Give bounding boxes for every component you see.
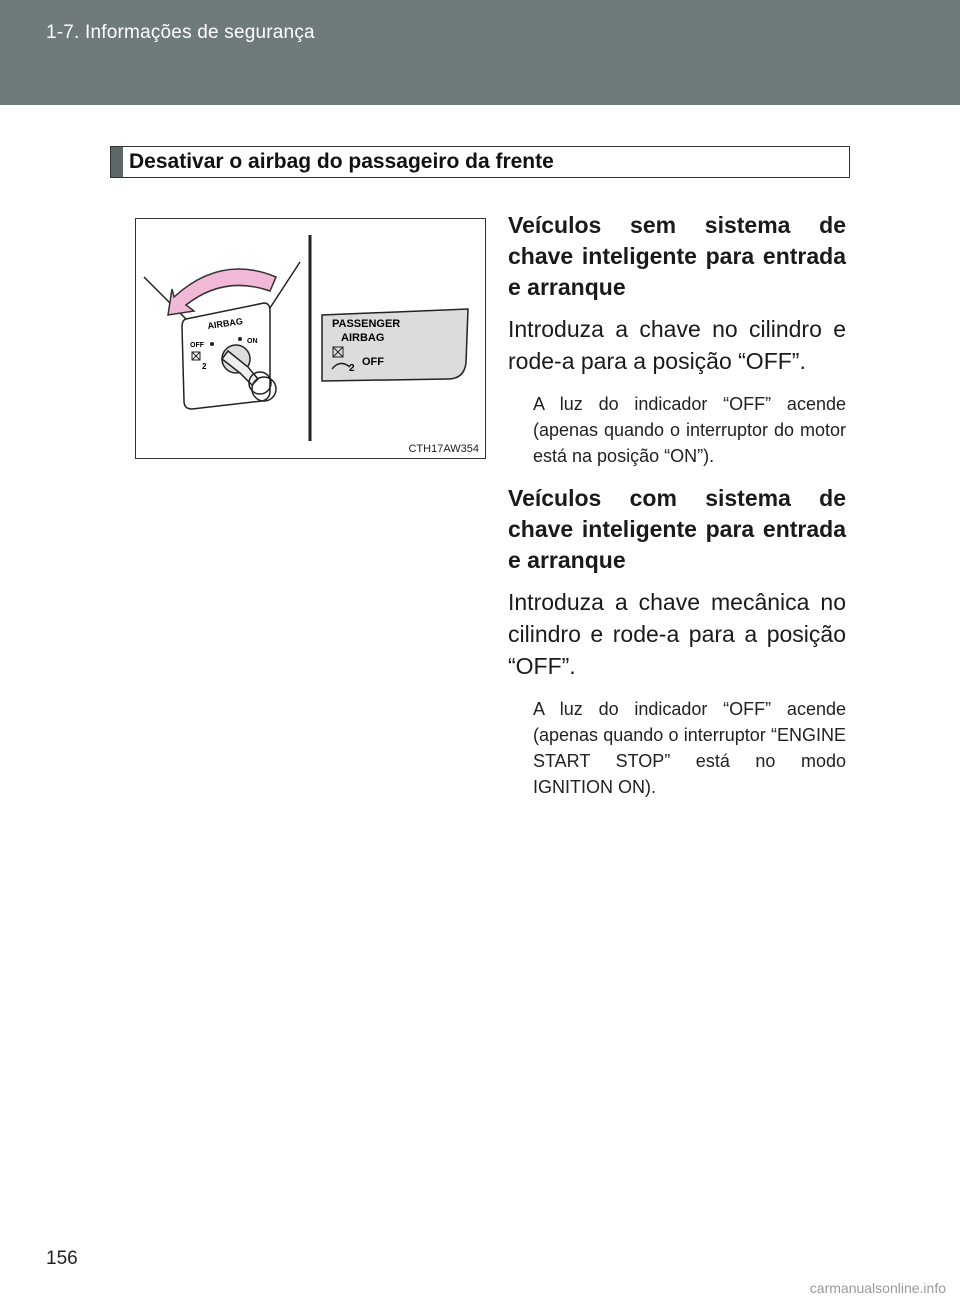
indicator-passenger-label: PASSENGER xyxy=(332,318,401,330)
note-no-smart-key: A luz do indicador “OFF” acende (apenas quando o interruptor do motor está na posição “ON”). xyxy=(533,394,846,466)
airbag-switch-illustration xyxy=(136,219,487,460)
switch-seat-number: 2 xyxy=(202,362,207,371)
figure-code: CTH17AW354 xyxy=(408,443,479,455)
page-header xyxy=(0,0,960,105)
switch-on-label: ON xyxy=(247,338,258,345)
heading-smart-key: Veículos com sistema de chave inteligente para entrada e arranque xyxy=(508,485,846,573)
switch-off-label: OFF xyxy=(190,342,204,349)
instruction-smart-key: Introduza a chave mecânica no cilindro e rode-a para a posição “OFF”. xyxy=(508,589,846,679)
indicator-airbag-label: AIRBAG xyxy=(341,332,385,344)
note-smart-key: A luz do indicador “OFF” acende (apenas quando o interruptor “ENGINE START STOP” está no modo IGNITION ON). xyxy=(533,699,846,797)
heading-no-smart-key: Veículos sem sistema de chave inteligente para entrada e arranque xyxy=(508,212,846,300)
section-accent xyxy=(111,147,123,177)
airbag-switch-figure xyxy=(135,218,486,459)
section-title: Desativar o airbag do passageiro da frente xyxy=(129,150,554,173)
watermark: carmanualsonline.info xyxy=(809,1280,946,1296)
indicator-seat-number: 2 xyxy=(349,363,355,374)
indicator-off-label: OFF xyxy=(362,356,384,368)
page-number: 156 xyxy=(46,1248,78,1269)
section-title-bar xyxy=(110,146,850,178)
switch-airbag-label: AIRBAG xyxy=(206,316,244,331)
chapter-title: 1-7. Informações de segurança xyxy=(46,22,315,43)
instruction-no-smart-key: Introduza a chave no cilindro e rode-a para a posição “OFF”. xyxy=(508,316,846,374)
instructions-column xyxy=(508,210,846,800)
